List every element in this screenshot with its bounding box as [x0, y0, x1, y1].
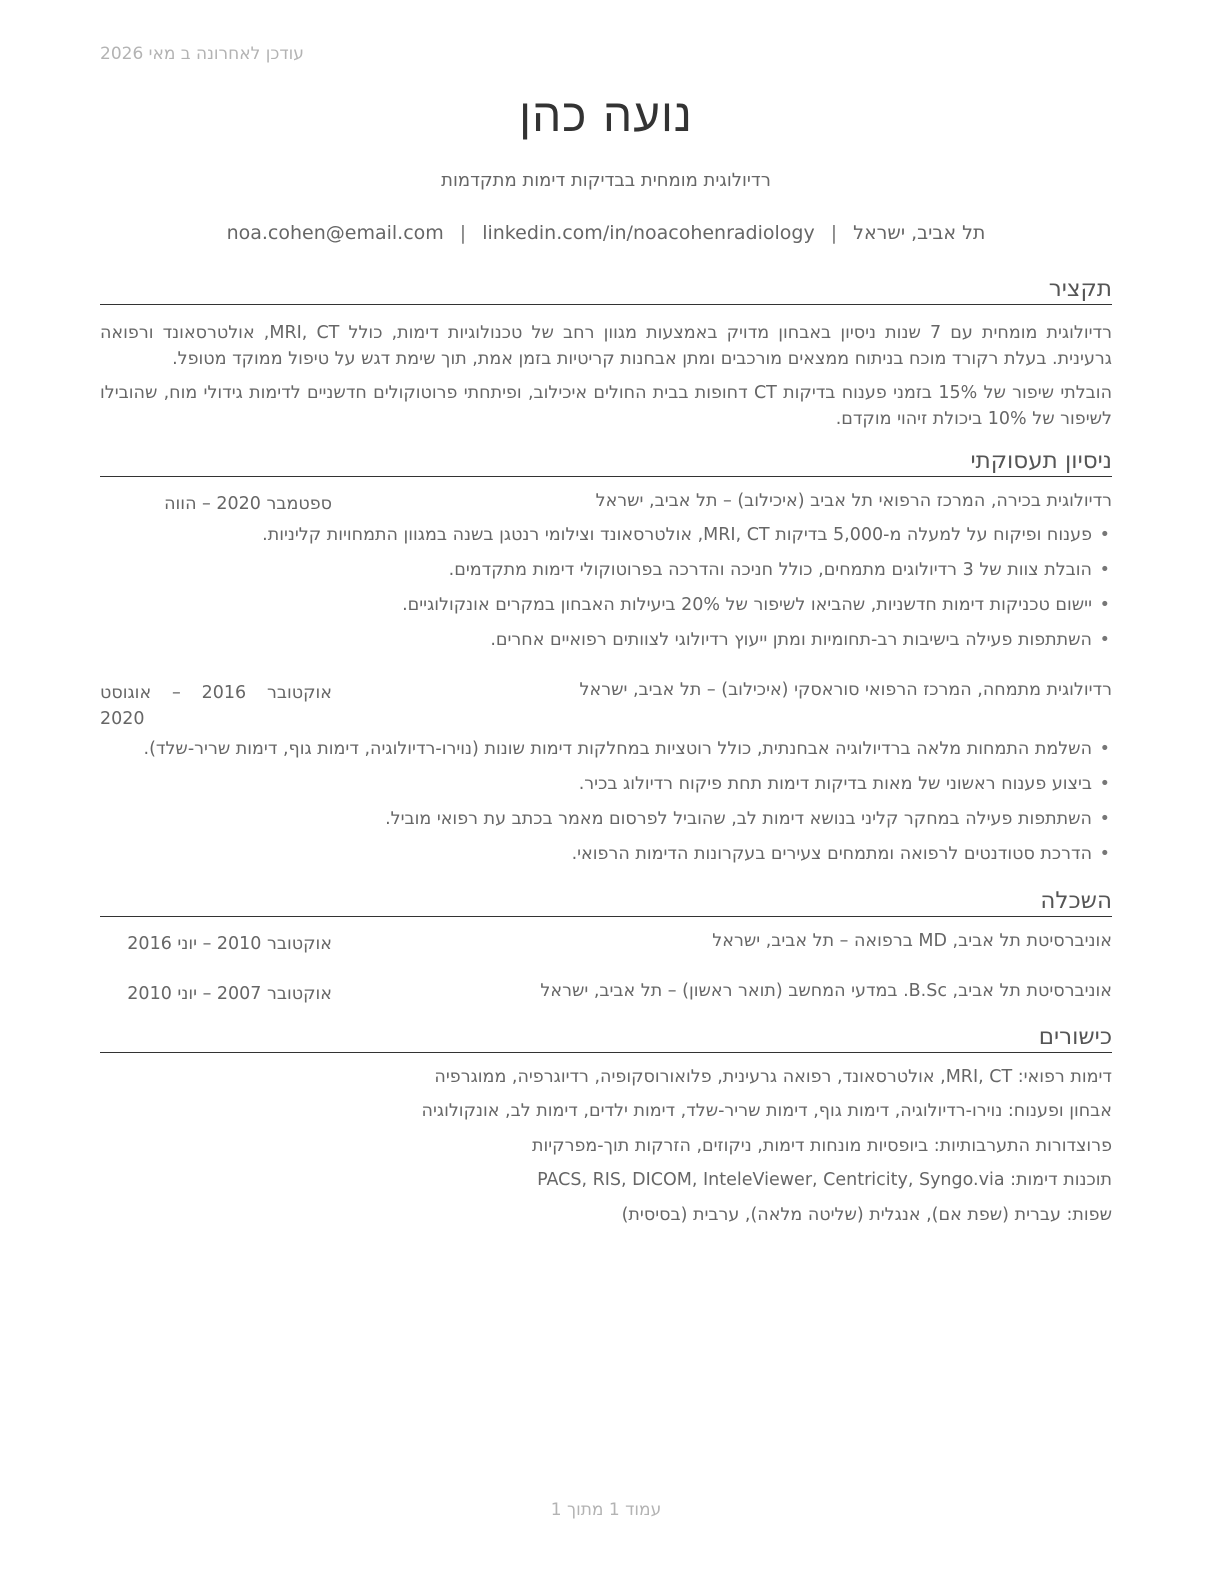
- job-bullets: [100, 736, 1112, 876]
- skill-line: אבחון ופענוח: נוירו-רדיולוגיה, דימות גוף, דימות שריר-שלד, דימות ילדים, דימות לב, אונקולוגיה: [421, 1101, 1112, 1121]
- education-degree: אוניברסיטת תל אביב, B.Sc. במדעי המחשב (תואר ראשון) – תל אביב, ישראל: [540, 981, 1112, 1001]
- list-item: • השלמת התמחות מלאה ברדיולוגיה אבחנתית, כולל רוטציות במחלקות דימות שונות (נוירו-רדיולוגיה, דימות גוף, דימות שריר-שלד).: [100, 736, 1112, 771]
- section-title-experience: ניסיון תעסוקתי: [100, 446, 1112, 477]
- contact-linkedin[interactable]: linkedin.com/in/noacohenradiology: [482, 222, 815, 244]
- list-item: • פענוח ופיקוח על למעלה מ-5,000 בדיקות MRI, CT, אולטרסאונד וצילומי רנטגן בשנה במגוון התמחויות קליניות.: [100, 522, 1112, 557]
- list-item: • הדרכת סטודנטים לרפואה ומתמחים צעירים בעקרונות הדימות הרפואי.: [100, 841, 1112, 876]
- contact-separator: |: [830, 222, 838, 244]
- resume-page: [100, 0, 1112, 1584]
- summary-paragraph: הובלתי שיפור של 15% בזמני פענוח בדיקות CT דחופות בבית החולים איכילוב, ופיתחתי פרוטוקולים חדשניים לדימות גידולי מוח, שהובילו לשיפור של 10% ביכולת זיהוי מוקדם.: [100, 383, 1112, 429]
- section-title-summary: תקציר: [100, 274, 1112, 305]
- list-item: • השתתפות פעילה בישיבות רב-תחומיות ומתן ייעוץ רדיולוגי לצוותים רפואיים אחרים.: [100, 627, 1112, 662]
- skill-line: דימות רפואי: MRI, CT, אולטרסאונד, רפואה גרעינית, פלואורוסקופיה, רדיוגרפיה, ממוגרפיה: [434, 1067, 1112, 1087]
- section-title-skills: כישורים: [100, 1022, 1112, 1053]
- skill-line: תוכנות דימות: PACS, RIS, DICOM, InteleViewer, Centricity, Syngo.via: [537, 1170, 1112, 1190]
- job-dates: אוקטובר 2016 – אוגוסט 2020: [100, 683, 332, 729]
- section-title-education: השכלה: [100, 886, 1112, 917]
- contact-email[interactable]: noa.cohen@email.com: [226, 222, 444, 244]
- education-degree: אוניברסיטת תל אביב, MD ברפואה – תל אביב, ישראל: [712, 931, 1112, 951]
- education-dates: אוקטובר 2010 – יוני 2016: [127, 934, 332, 954]
- education-item: [100, 931, 1112, 959]
- candidate-subtitle: רדיולוגית מומחית בבדיקות דימות מתקדמות: [441, 170, 771, 191]
- contact-separator: |: [459, 222, 467, 244]
- job-header: [100, 680, 1112, 734]
- education-dates: אוקטובר 2007 – יוני 2010: [127, 984, 332, 1004]
- job-header: [100, 491, 1112, 519]
- job-dates: ספטמבר 2020 – הווה: [164, 494, 332, 514]
- candidate-name: נועה כהן: [519, 88, 693, 142]
- summary-paragraph: רדיולוגית מומחית עם 7 שנות ניסיון באבחון מדויק באמצעות מגוון רחב של טכנולוגיות דימות, כולל MRI, CT, אולטרסאונד ורפואה גרעינית. בעלת רקורד מוכח בניתוח ממצאים מורכבים ומתן אבחנות קריטיות בזמן אמת, תוך שימת דגש על טיפול ממוקד מטופל.: [100, 323, 1112, 369]
- list-item: • ביצוע פענוח ראשוני של מאות בדיקות דימות תחת פיקוח רדיולוג בכיר.: [100, 771, 1112, 806]
- page-number: עמוד 1 מתוך 1: [550, 1500, 662, 1520]
- contact-location: תל אביב, ישראל: [853, 222, 986, 244]
- list-item: • יישום טכניקות דימות חדשניות, שהביאו לשיפור של 20% ביעילות האבחון במקרים אונקולוגיים.: [100, 592, 1112, 627]
- contact-line: [100, 222, 1112, 244]
- job-bullets: [100, 522, 1112, 662]
- skill-line: פרוצדורות התערבותיות: ביופסיות מונחות דימות, ניקוזים, הזרקות תוך-מפרקיות: [532, 1136, 1112, 1156]
- list-item: • השתתפות פעילה במחקר קליני בנושא דימות לב, שהוביל לפרסום מאמר בכתב עת רפואי מוביל.: [100, 806, 1112, 841]
- last-updated: עודכן לאחרונה ב מאי 2026: [100, 44, 304, 64]
- education-item: [100, 981, 1112, 1009]
- job-role: רדיולוגית מתמחה, המרכז הרפואי סוראסקי (איכילוב) – תל אביב, ישראל: [579, 680, 1112, 700]
- skill-line: שפות: עברית (שפת אם), אנגלית (שליטה מלאה), ערבית (בסיסית): [621, 1205, 1112, 1225]
- list-item: • הובלת צוות של 3 רדיולוגים מתמחים, כולל חניכה והדרכה בפרוטוקולי דימות מתקדמים.: [100, 557, 1112, 592]
- job-role: רדיולוגית בכירה, המרכז הרפואי תל אביב (איכילוב) – תל אביב, ישראל: [595, 491, 1112, 511]
